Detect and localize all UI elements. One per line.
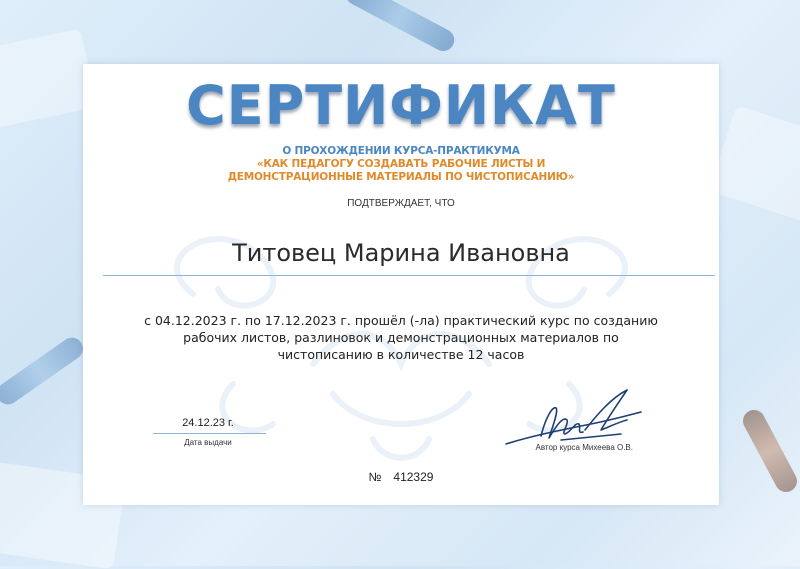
description-line: с 04.12.2023 г. по 17.12.2023 г. прошёл (-ла) практический курс по созданию	[144, 313, 658, 328]
certificate-title: СЕРТИФИКАТ	[186, 74, 616, 137]
subtitle-line: О ПРОХОЖДЕНИИ КУРСА-ПРАКТИКУМА	[282, 145, 520, 157]
description-line: чистописанию в количестве 12 часов	[277, 347, 525, 362]
course-name-line: «КАК ПЕДАГОГУ СОЗДАВАТЬ РАБОЧИЕ ЛИСТЫ И	[256, 158, 546, 170]
certificate-sheet	[83, 64, 719, 505]
course-description	[123, 312, 679, 363]
recipient-name: Титовец Марина Ивановна	[232, 239, 570, 267]
certificate-number-value: 412329	[393, 470, 434, 484]
pen-illustration	[739, 406, 800, 496]
course-name-line: ДЕМОНСТРАЦИОННЫЕ МАТЕРИАЛЫ ПО ЧИСТОПИСАНИЮ»	[227, 171, 575, 183]
background-pattern	[709, 105, 800, 225]
confirms-label: ПОДТВЕРЖДАЕТ, ЧТО	[347, 198, 455, 209]
pen-illustration	[342, 0, 458, 55]
course-author: Автор курса Михеева О.В.	[535, 443, 633, 452]
description-line: рабочих листов, разлиновок и демонстрационных материалов по	[183, 330, 619, 345]
issue-date-label: Дата выдачи	[184, 438, 232, 447]
pen-illustration	[0, 333, 87, 408]
issue-date: 24.12.23 г.	[182, 417, 234, 429]
number-sign: №	[368, 470, 382, 484]
name-underline	[103, 275, 715, 276]
certificate-number	[83, 470, 719, 484]
date-underline	[153, 433, 266, 434]
